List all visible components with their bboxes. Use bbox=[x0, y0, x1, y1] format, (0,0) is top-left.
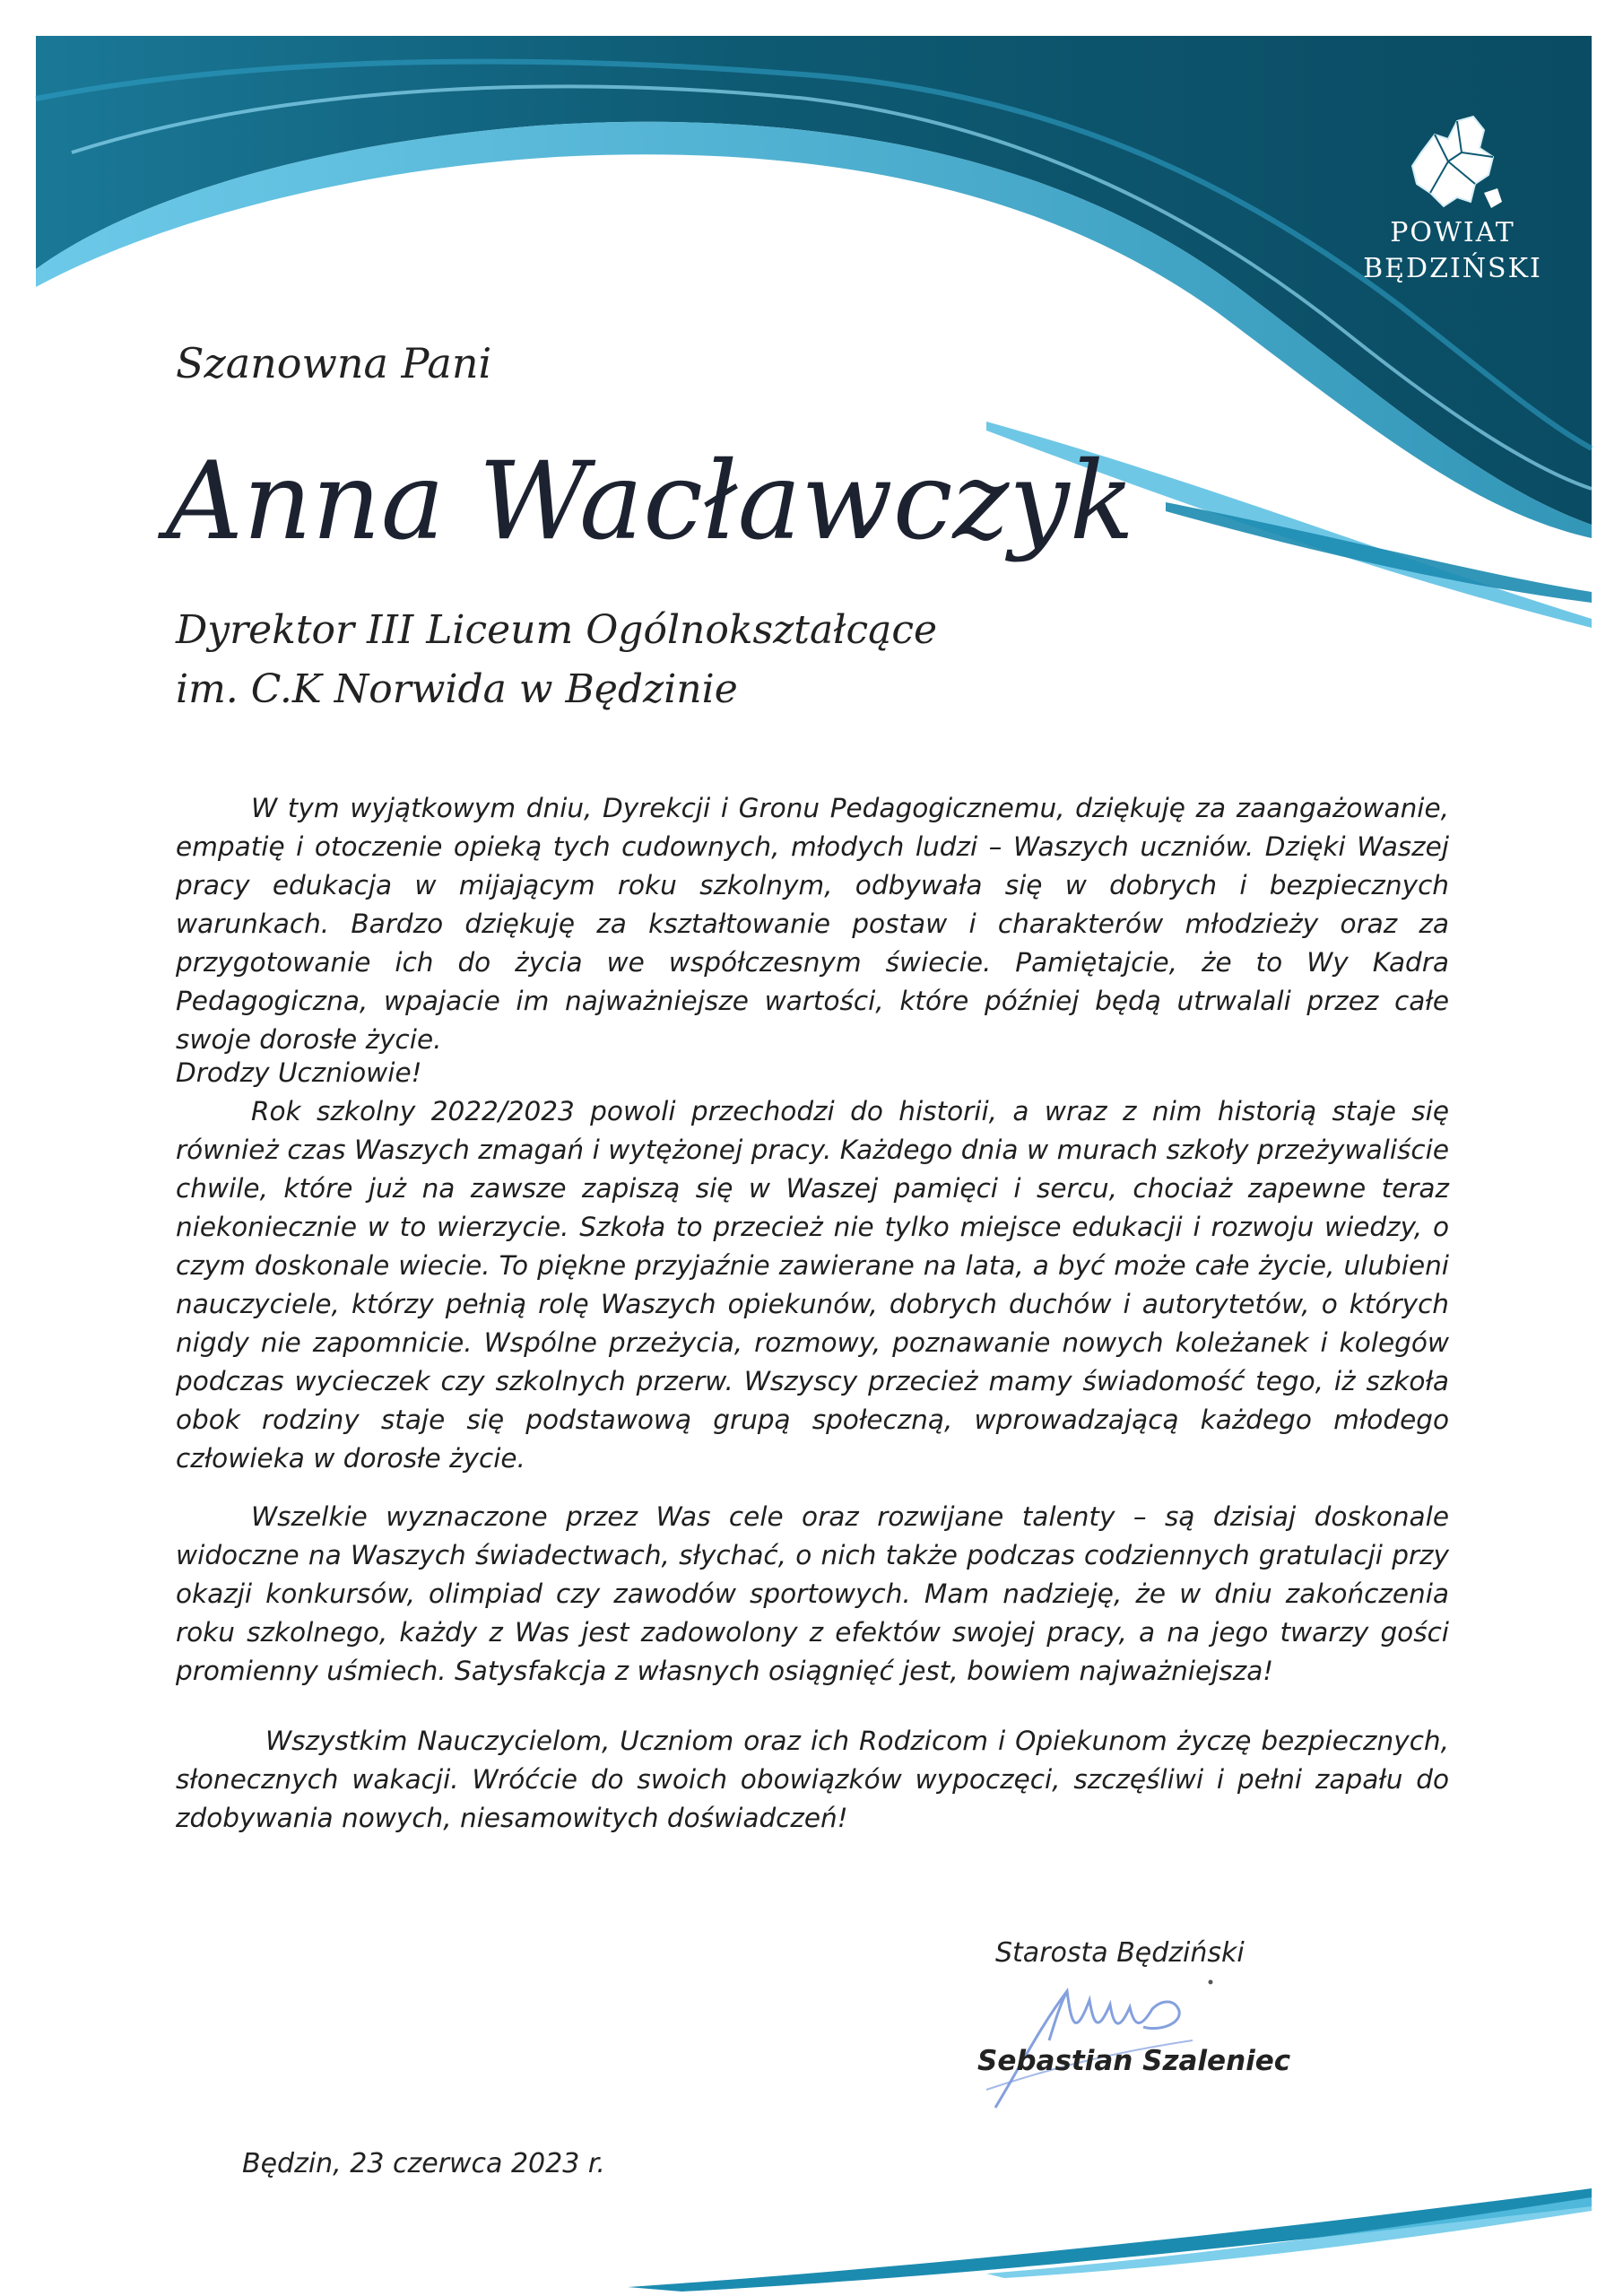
signature-name: Sebastian Szaleniec bbox=[977, 2045, 1291, 2077]
letter-body-wishes bbox=[176, 1722, 1449, 1838]
recipient-role-line-2: im. C.K Norwida w Będzinie bbox=[176, 666, 738, 712]
paragraph-students: Rok szkolny 2022/2023 powoli przechodzi do historii, a wraz z nim historią staje się również czas Waszych zmagań i wytężonej pracy. Każdego dnia w murach szkoły przeżywaliście chwile, które już na zawsze zapiszą się w Waszej pamięci i sercu, chociaż zapewne teraz niekoniecznie w to wierzycie. Szkoła to przecież nie tylko miejsce edukacji i rozwoju wiedzy, o czym doskonale wiecie. To piękne przyjaźnie zawierane na lata, a być może całe życie, ulubieni nauczyciele, którzy pełnią rolę Waszych opiekunów, dobrych duchów i autorytetów, o których nigdy nie zapomnicie. Wspólne przeżycia, rozmowy, poznawanie nowych koleżanek i kolegów podczas wycieczek czy szkolnych przerw. Wszyscy przecież mamy świadomość tego, iż szkoła obok rodziny staje się podstawową grupą społeczną, wprowadzającą każdego młodego człowieka w dorosłe życie. bbox=[176, 1096, 1449, 1474]
recipient-role bbox=[176, 601, 937, 719]
powiat-logo bbox=[1318, 99, 1587, 323]
footer-wave bbox=[0, 2170, 1623, 2296]
recipient-name bbox=[157, 413, 1188, 592]
paragraph-talents: Wszelkie wyznaczone przez Was cele oraz rozwijane talenty – są dzisiaj doskonale widoczne na Waszych świadectwach, słychać, o nich także podczas codziennych gratulacji przy okazji konkursów, olimpiad czy zawodów sportowych. Mam nadzieję, że w dniu zakończenia roku szkolnego, każdy z Was jest zadowolony z efektów swojej pracy, a na jego twarzy gości promienny uśmiech. Satysfakcja z własnych osiągnięć jest, bowiem najważniejsza! bbox=[176, 1501, 1449, 1686]
signature-title: Starosta Będziński bbox=[995, 1937, 1245, 1969]
letter-body-talents bbox=[176, 1498, 1449, 1691]
recipient-role-line-1: Dyrektor III Liceum Ogólnokształcące bbox=[176, 607, 937, 653]
recipient-name-text: Anna Wacławczyk bbox=[157, 439, 1135, 564]
logo-line-powiat: POWIAT bbox=[1390, 217, 1515, 248]
letter-body-students bbox=[176, 1054, 1449, 1478]
signature-block bbox=[950, 1937, 1399, 2117]
letter-body bbox=[176, 789, 1449, 1059]
logo-line-bedzinski: BĘDZIŃSKI bbox=[1363, 253, 1542, 284]
salutation: Szanowna Pani bbox=[176, 339, 492, 387]
handwritten-signature bbox=[968, 1955, 1219, 2117]
county-map-icon bbox=[1394, 99, 1511, 215]
paragraph-teachers: W tym wyjątkowym dniu, Dyrekcji i Gronu Pedagogicznemu, dziękuję za zaangażowanie, empatię i otoczenie opieką tych cudownych, młodych ludzi – Waszych uczniów. Dzięki Waszej pracy edukacja w mijającym roku szkolnym, odbywała się w dobrych i bezpiecznych warunkach. Bardzo dziękuję za kształtowanie postaw i charakterów młodzieży oraz za przygotowanie ich do życia we współczesnym świecie. Pamiętajcie, że to Wy Kadra Pedagogiczna, wpajacie im najważniejsze wartości, które później będą utrwalali przez całe swoje dorosłe życie. bbox=[176, 793, 1449, 1055]
students-greeting: Drodzy Uczniowie! bbox=[176, 1057, 422, 1088]
letter-date: Będzin, 23 czerwca 2023 r. bbox=[242, 2148, 605, 2179]
paragraph-wishes: Wszystkim Nauczycielom, Uczniom oraz ich Rodzicom i Opiekunom życzę bezpiecznych, słonecznych wakacji. Wróćcie do swoich obowiązków wypoczęci, szczęśliwi i pełni zapału do zdobywania nowych, niesamowitych doświadczeń! bbox=[176, 1726, 1449, 1833]
